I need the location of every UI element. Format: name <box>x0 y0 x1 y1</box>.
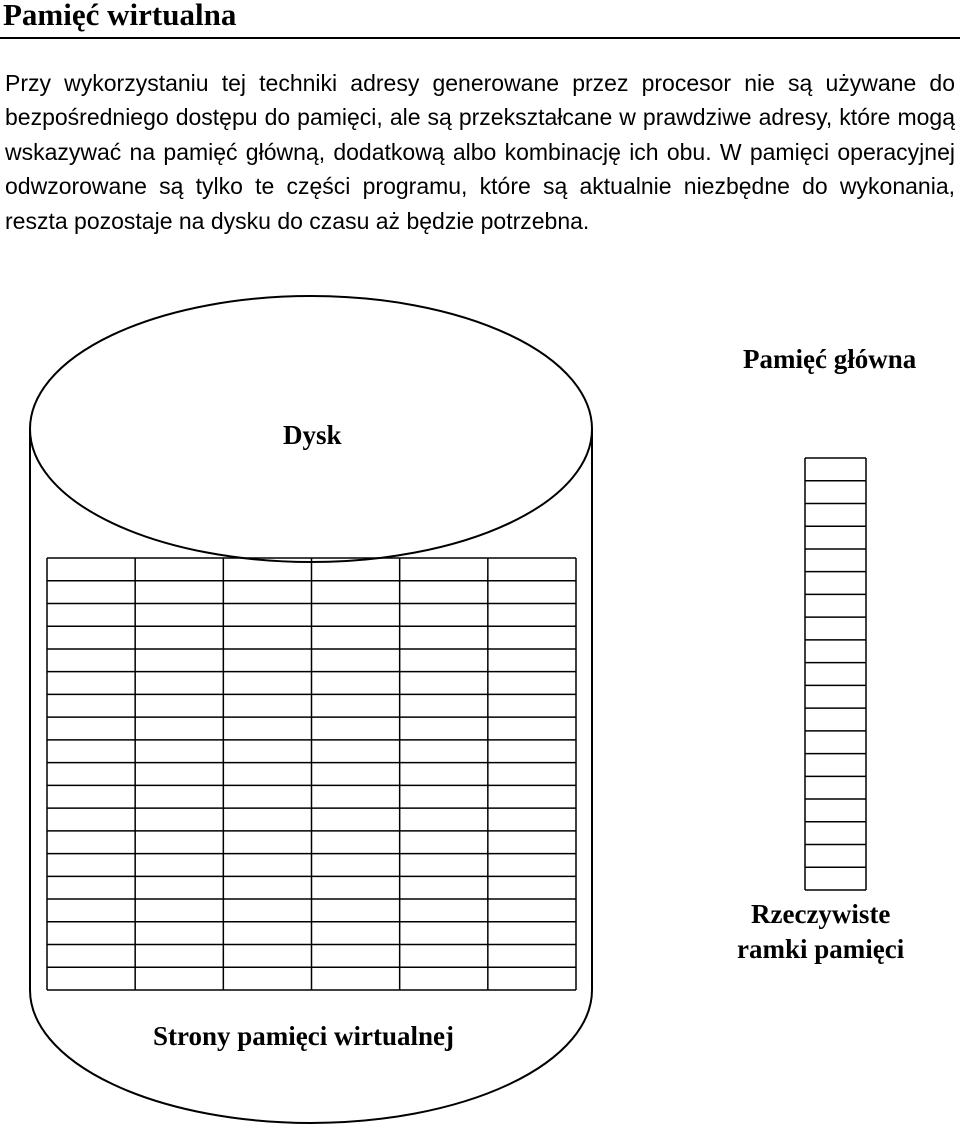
frames-label-line2: ramki pamięci <box>737 934 905 964</box>
page-title: Pamięć wirtualna <box>3 0 237 32</box>
body-paragraph: Przy wykorzystaniu tej techniki adresy generowane przez procesor nie są używane do bezpośredniego dostępu do pamięci, ale są przekształcane w prawdziwe adresy, które mogą wskazywać na pamięć główną, dodatkową albo kombinację ich obu. W pamięci operacyjnej odwzorowane są tylko te części programu, które są aktualnie niezbędne do wykonania, reszta pozostaje na dysku do czasu aż będzie potrzebna. <box>5 70 955 234</box>
virtual-pages-table <box>47 558 576 990</box>
physical-frames-column <box>805 458 866 890</box>
disk-bottom-curve <box>30 990 592 1123</box>
disk-label: Dysk <box>283 420 342 450</box>
frames-label-line1: Rzeczywiste <box>751 899 891 929</box>
virtual-pages-label: Strony pamięci wirtualnej <box>153 1021 454 1051</box>
main-memory-label: Pamięć główna <box>743 344 917 374</box>
